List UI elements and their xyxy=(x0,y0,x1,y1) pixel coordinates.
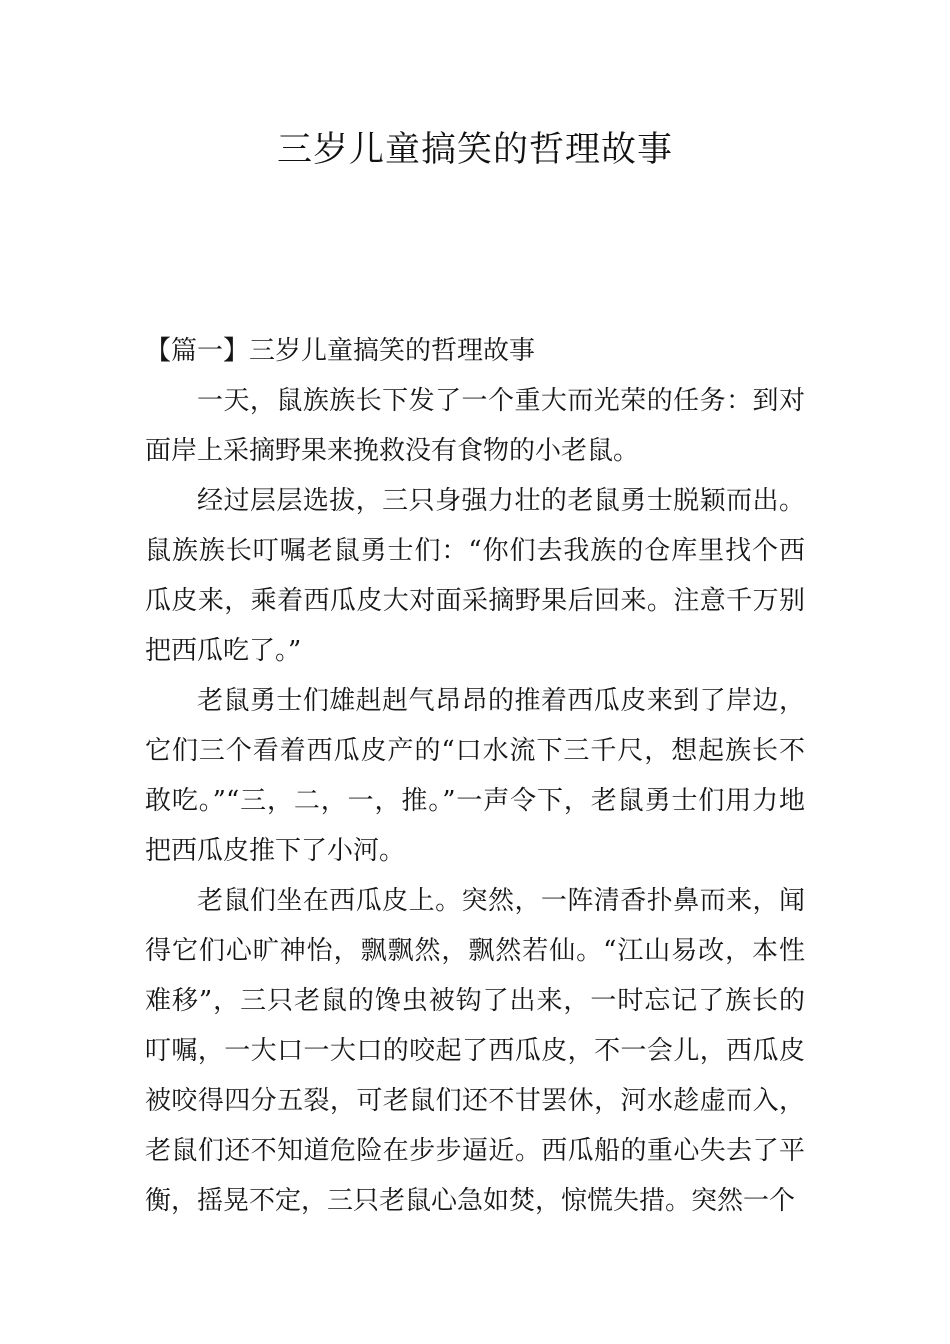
paragraph-4: 老鼠们坐在西瓜皮上。突然，一阵清香扑鼻而来，闻得它们心旷神怡，飘飘然，飘然若仙。“江山易改，本性难移”，三只老鼠的馋虫被钩了出来，一时忘记了族长的叮嘱，一大口一大口的咬起了西瓜皮，不一会儿，西瓜皮被咬得四分五裂，可老鼠们还不甘罢休，河水趁虚而入，老鼠们还不知道危险在步步逼近。西瓜船的重心失去了平衡，摇晃不定，三只老鼠心急如焚，惊慌失措。突然一个 xyxy=(145,886,805,1216)
paragraph-1: 一天，鼠族族长下发了一个重大而光荣的任务：到对面岸上采摘野果来挽救没有食物的小老鼠。 xyxy=(145,386,805,466)
document-title: 三岁儿童搞笑的哲理故事 xyxy=(276,130,673,170)
section-heading: 【篇一】三岁儿童搞笑的哲理故事 xyxy=(145,336,536,366)
document-body xyxy=(145,326,805,1226)
paragraph-2: 经过层层选拔，三只身强力壮的老鼠勇士脱颖而出。鼠族族长叮嘱老鼠勇士们：“你们去我族的仓库里找个西瓜皮来，乘着西瓜皮大对面采摘野果后回来。注意千万别把西瓜吃了。” xyxy=(145,486,805,666)
paragraph-3: 老鼠勇士们雄赳赳气昂昂的推着西瓜皮来到了岸边，它们三个看着西瓜皮产的“口水流下三千尺，想起族长不敢吃。”“三，二，一，推。”一声令下，老鼠勇士们用力地把西瓜皮推下了小河。 xyxy=(145,686,805,866)
